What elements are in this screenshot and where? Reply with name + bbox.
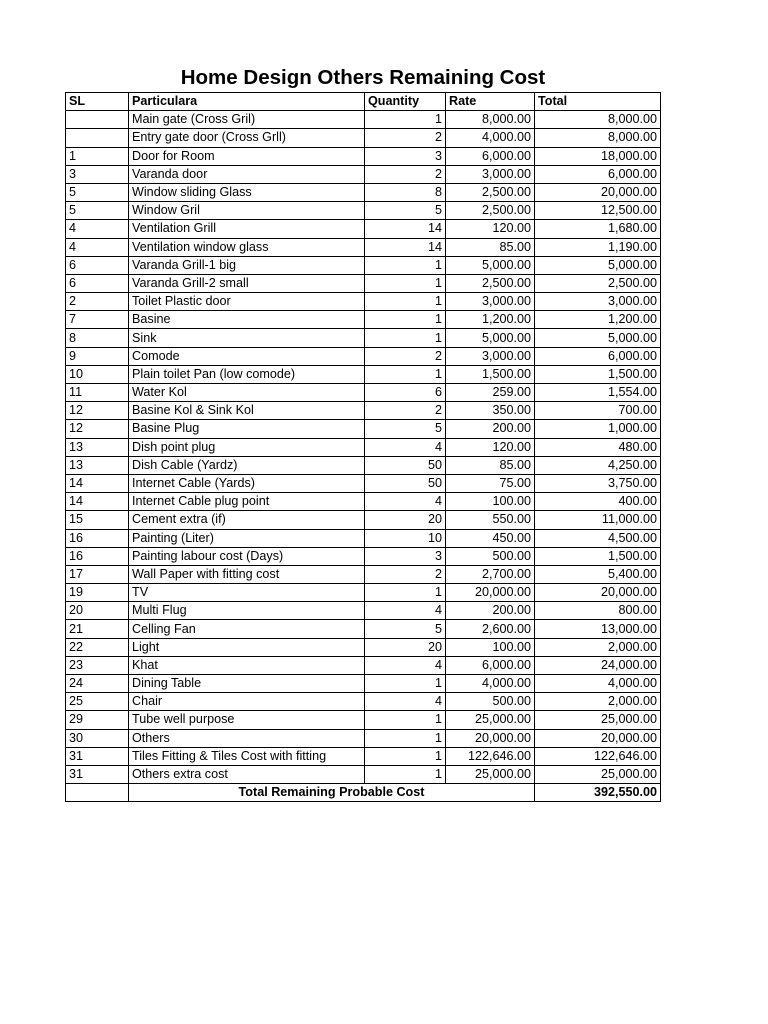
cell-sl: 1 (66, 147, 129, 165)
cell-particulars: Plain toilet Pan (low comode) (129, 365, 365, 383)
table-row (66, 747, 661, 765)
table-row (66, 402, 661, 420)
cell-rate: 8,000.00 (446, 111, 535, 129)
cell-sl: 10 (66, 365, 129, 383)
cell-sl: 24 (66, 675, 129, 693)
cell-rate: 2,500.00 (446, 274, 535, 292)
cell-particulars: Celling Fan (129, 620, 365, 638)
cell-sl: 31 (66, 765, 129, 783)
cell-rate: 100.00 (446, 493, 535, 511)
cell-rate: 100.00 (446, 638, 535, 656)
cell-quantity: 20 (365, 511, 446, 529)
cell-sl: 31 (66, 747, 129, 765)
cell-total: 3,750.00 (535, 474, 661, 492)
cell-quantity: 4 (365, 656, 446, 674)
cell-particulars: Sink (129, 329, 365, 347)
cell-total: 20,000.00 (535, 729, 661, 747)
cell-quantity: 5 (365, 420, 446, 438)
cell-quantity: 14 (365, 238, 446, 256)
cell-sl: 7 (66, 311, 129, 329)
cell-sl: 14 (66, 493, 129, 511)
cell-rate: 20,000.00 (446, 584, 535, 602)
cell-quantity: 20 (365, 638, 446, 656)
cell-rate: 3,000.00 (446, 165, 535, 183)
cell-rate: 25,000.00 (446, 765, 535, 783)
cell-quantity: 3 (365, 547, 446, 565)
cell-total: 1,500.00 (535, 365, 661, 383)
table-row (66, 347, 661, 365)
cell-rate: 200.00 (446, 420, 535, 438)
table-row (66, 474, 661, 492)
cell-total: 18,000.00 (535, 147, 661, 165)
cell-particulars: Painting (Liter) (129, 529, 365, 547)
cost-table (65, 92, 661, 802)
cell-total: 12,500.00 (535, 202, 661, 220)
cell-quantity: 1 (365, 365, 446, 383)
cell-particulars: Light (129, 638, 365, 656)
cell-particulars: Door for Room (129, 147, 365, 165)
table-row (66, 147, 661, 165)
cell-total: 11,000.00 (535, 511, 661, 529)
cell-quantity: 3 (365, 147, 446, 165)
cell-total: 8,000.00 (535, 111, 661, 129)
cell-particulars: TV (129, 584, 365, 602)
cell-rate: 200.00 (446, 602, 535, 620)
cell-sl: 13 (66, 456, 129, 474)
table-row (66, 220, 661, 238)
table-row (66, 420, 661, 438)
cell-sl: 12 (66, 402, 129, 420)
cell-sl: 29 (66, 711, 129, 729)
table-row (66, 565, 661, 583)
cell-rate: 122,646.00 (446, 747, 535, 765)
cost-table-body (66, 93, 661, 802)
cell-sl (66, 111, 129, 129)
cell-rate: 75.00 (446, 474, 535, 492)
cell-total: 2,500.00 (535, 274, 661, 292)
cell-quantity: 1 (365, 329, 446, 347)
cell-sl: 11 (66, 384, 129, 402)
cell-total: 13,000.00 (535, 620, 661, 638)
cell-particulars: Dining Table (129, 675, 365, 693)
header-quantity: Quantity (365, 93, 446, 111)
table-row (66, 729, 661, 747)
cell-particulars: Dish point plug (129, 438, 365, 456)
cell-rate: 85.00 (446, 456, 535, 474)
cell-particulars: Cement extra (if) (129, 511, 365, 529)
cell-quantity: 2 (365, 565, 446, 583)
cell-particulars: Chair (129, 693, 365, 711)
cell-particulars: Ventilation window glass (129, 238, 365, 256)
cell-total: 4,000.00 (535, 675, 661, 693)
cell-quantity: 1 (365, 729, 446, 747)
cell-total: 700.00 (535, 402, 661, 420)
cell-quantity: 4 (365, 602, 446, 620)
table-row (66, 638, 661, 656)
cell-quantity: 4 (365, 693, 446, 711)
cell-quantity: 4 (365, 493, 446, 511)
table-row (66, 602, 661, 620)
cell-quantity: 1 (365, 675, 446, 693)
cell-total: 122,646.00 (535, 747, 661, 765)
cell-particulars: Wall Paper with fitting cost (129, 565, 365, 583)
table-row (66, 547, 661, 565)
cell-rate: 259.00 (446, 384, 535, 402)
cell-rate: 2,600.00 (446, 620, 535, 638)
header-sl: SL (66, 93, 129, 111)
table-row (66, 293, 661, 311)
cell-rate: 120.00 (446, 438, 535, 456)
cell-quantity: 2 (365, 402, 446, 420)
cell-particulars: Window sliding Glass (129, 183, 365, 201)
total-row (66, 784, 661, 802)
cell-particulars: Painting labour cost (Days) (129, 547, 365, 565)
cell-total: 1,000.00 (535, 420, 661, 438)
table-row (66, 693, 661, 711)
table-row (66, 675, 661, 693)
cell-quantity: 2 (365, 129, 446, 147)
cell-total: 20,000.00 (535, 183, 661, 201)
cell-sl: 14 (66, 474, 129, 492)
cell-sl: 20 (66, 602, 129, 620)
cell-particulars: Main gate (Cross Gril) (129, 111, 365, 129)
cell-sl: 22 (66, 638, 129, 656)
cell-sl: 8 (66, 329, 129, 347)
table-row (66, 529, 661, 547)
cell-total: 6,000.00 (535, 347, 661, 365)
cell-sl: 17 (66, 565, 129, 583)
cell-quantity: 8 (365, 183, 446, 201)
cell-rate: 1,200.00 (446, 311, 535, 329)
table-row (66, 511, 661, 529)
cell-particulars: Window Gril (129, 202, 365, 220)
cell-rate: 1,500.00 (446, 365, 535, 383)
cell-rate: 85.00 (446, 238, 535, 256)
cell-particulars: Others extra cost (129, 765, 365, 783)
cell-quantity: 1 (365, 765, 446, 783)
cell-rate: 2,700.00 (446, 565, 535, 583)
page-title: Home Design Others Remaining Cost (180, 66, 546, 89)
cell-quantity: 50 (365, 456, 446, 474)
cell-rate: 6,000.00 (446, 656, 535, 674)
cell-rate: 4,000.00 (446, 675, 535, 693)
header-particulars: Particulara (129, 93, 365, 111)
cell-sl: 6 (66, 274, 129, 292)
cell-total: 1,190.00 (535, 238, 661, 256)
cell-particulars: Dish Cable (Yardz) (129, 456, 365, 474)
table-row (66, 456, 661, 474)
cell-sl: 2 (66, 293, 129, 311)
cell-particulars: Tiles Fitting & Tiles Cost with fitting (129, 747, 365, 765)
cell-total: 480.00 (535, 438, 661, 456)
total-row-blank (66, 784, 129, 802)
cell-rate: 350.00 (446, 402, 535, 420)
cell-rate: 5,000.00 (446, 256, 535, 274)
cell-total: 800.00 (535, 602, 661, 620)
cell-total: 4,500.00 (535, 529, 661, 547)
cell-rate: 2,500.00 (446, 183, 535, 201)
cell-sl: 21 (66, 620, 129, 638)
cell-particulars: Internet Cable plug point (129, 493, 365, 511)
cell-particulars: Entry gate door (Cross Grll) (129, 129, 365, 147)
cell-rate: 20,000.00 (446, 729, 535, 747)
table-row (66, 238, 661, 256)
cell-rate: 120.00 (446, 220, 535, 238)
cell-rate: 5,000.00 (446, 329, 535, 347)
cell-sl: 23 (66, 656, 129, 674)
cell-particulars: Others (129, 729, 365, 747)
cell-particulars: Water Kol (129, 384, 365, 402)
cell-particulars: Khat (129, 656, 365, 674)
cell-particulars: Basine Plug (129, 420, 365, 438)
cell-quantity: 2 (365, 347, 446, 365)
cell-particulars: Ventilation Grill (129, 220, 365, 238)
table-row (66, 274, 661, 292)
cell-total: 5,400.00 (535, 565, 661, 583)
cell-quantity: 1 (365, 256, 446, 274)
cell-total: 1,200.00 (535, 311, 661, 329)
cell-total: 25,000.00 (535, 765, 661, 783)
cell-quantity: 1 (365, 311, 446, 329)
table-row (66, 711, 661, 729)
cell-sl: 4 (66, 220, 129, 238)
table-row (66, 129, 661, 147)
cell-total: 2,000.00 (535, 693, 661, 711)
cell-rate: 550.00 (446, 511, 535, 529)
cell-particulars: Varanda Grill-1 big (129, 256, 365, 274)
table-row (66, 111, 661, 129)
table-row (66, 493, 661, 511)
header-rate: Rate (446, 93, 535, 111)
cell-rate: 4,000.00 (446, 129, 535, 147)
cell-total: 20,000.00 (535, 584, 661, 602)
cell-rate: 2,500.00 (446, 202, 535, 220)
cell-rate: 3,000.00 (446, 347, 535, 365)
cell-quantity: 4 (365, 438, 446, 456)
cell-particulars: Basine (129, 311, 365, 329)
table-row (66, 438, 661, 456)
cell-particulars: Tube well purpose (129, 711, 365, 729)
grand-total-value: 392,550.00 (535, 784, 661, 802)
cell-total: 5,000.00 (535, 256, 661, 274)
table-row (66, 656, 661, 674)
cell-particulars: Varanda Grill-2 small (129, 274, 365, 292)
cell-quantity: 5 (365, 202, 446, 220)
cell-sl: 25 (66, 693, 129, 711)
cell-total: 24,000.00 (535, 656, 661, 674)
table-row (66, 584, 661, 602)
cell-total: 4,250.00 (535, 456, 661, 474)
cell-sl: 16 (66, 547, 129, 565)
cell-particulars: Comode (129, 347, 365, 365)
cell-sl: 5 (66, 183, 129, 201)
cell-total: 2,000.00 (535, 638, 661, 656)
cell-sl: 16 (66, 529, 129, 547)
cell-total: 8,000.00 (535, 129, 661, 147)
cell-sl: 6 (66, 256, 129, 274)
cell-total: 1,500.00 (535, 547, 661, 565)
cell-sl: 15 (66, 511, 129, 529)
cell-sl (66, 129, 129, 147)
cell-quantity: 10 (365, 529, 446, 547)
cell-rate: 450.00 (446, 529, 535, 547)
table-row (66, 365, 661, 383)
cell-total: 1,680.00 (535, 220, 661, 238)
cell-quantity: 5 (365, 620, 446, 638)
cell-quantity: 14 (365, 220, 446, 238)
cell-total: 25,000.00 (535, 711, 661, 729)
table-row (66, 384, 661, 402)
total-label: Total Remaining Probable Cost (129, 784, 535, 802)
cell-rate: 25,000.00 (446, 711, 535, 729)
cell-sl: 30 (66, 729, 129, 747)
cell-particulars: Varanda door (129, 165, 365, 183)
table-row (66, 329, 661, 347)
table-row (66, 620, 661, 638)
cell-total: 400.00 (535, 493, 661, 511)
table-row (66, 183, 661, 201)
cell-quantity: 1 (365, 711, 446, 729)
cell-quantity: 2 (365, 165, 446, 183)
cell-quantity: 6 (365, 384, 446, 402)
table-row (66, 765, 661, 783)
cell-rate: 6,000.00 (446, 147, 535, 165)
cell-sl: 3 (66, 165, 129, 183)
table-row (66, 165, 661, 183)
cell-particulars: Internet Cable (Yards) (129, 474, 365, 492)
cell-sl: 12 (66, 420, 129, 438)
cell-sl: 9 (66, 347, 129, 365)
table-header-row (66, 93, 661, 111)
cell-sl: 4 (66, 238, 129, 256)
cell-total: 6,000.00 (535, 165, 661, 183)
cell-quantity: 1 (365, 111, 446, 129)
table-row (66, 311, 661, 329)
header-total: Total (535, 93, 661, 111)
cell-particulars: Toilet Plastic door (129, 293, 365, 311)
cell-rate: 500.00 (446, 547, 535, 565)
cell-sl: 5 (66, 202, 129, 220)
cell-sl: 19 (66, 584, 129, 602)
cell-quantity: 1 (365, 747, 446, 765)
cell-quantity: 1 (365, 274, 446, 292)
cell-quantity: 1 (365, 584, 446, 602)
cell-total: 1,554.00 (535, 384, 661, 402)
cell-total: 3,000.00 (535, 293, 661, 311)
table-row (66, 256, 661, 274)
cell-total: 5,000.00 (535, 329, 661, 347)
cell-rate: 3,000.00 (446, 293, 535, 311)
cell-quantity: 50 (365, 474, 446, 492)
table-row (66, 202, 661, 220)
cell-quantity: 1 (365, 293, 446, 311)
cell-particulars: Basine Kol & Sink Kol (129, 402, 365, 420)
cell-rate: 500.00 (446, 693, 535, 711)
cell-particulars: Multi Flug (129, 602, 365, 620)
cell-sl: 13 (66, 438, 129, 456)
